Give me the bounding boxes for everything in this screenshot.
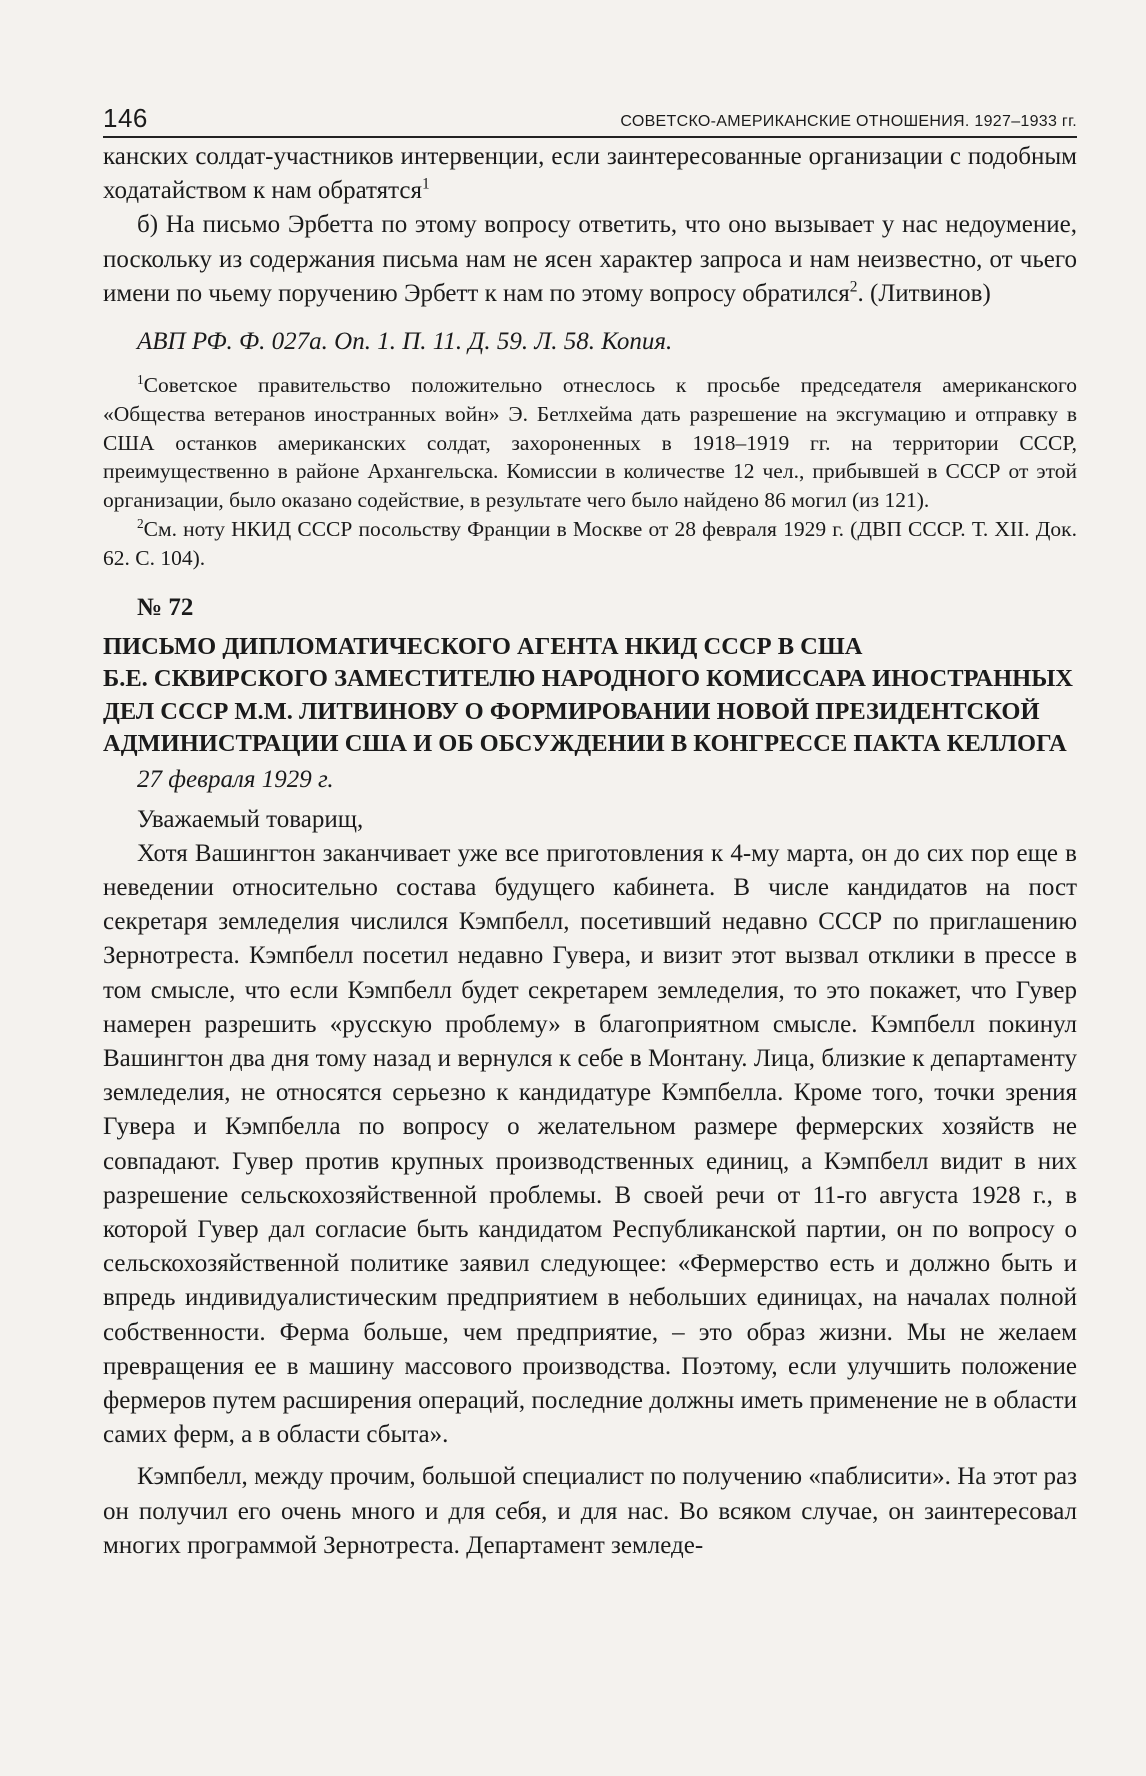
running-title: СОВЕТСКО-АМЕРИКАНСКИЕ ОТНОШЕНИЯ. 1927–1933 гг.	[620, 113, 1077, 130]
continuation-paragraph: канских солдат-участников интервенции, если заинтересованные организации с подобным ходатайством к нам обратятся$^1$	[103, 143, 1077, 205]
title-line: ПИСЬМО ДИПЛОМАТИЧЕСКОГО АГЕНТА НКИД СССР В США	[103, 632, 863, 660]
archive-reference: АВП РФ. Ф. 027а. Оп. 1. П. 11. Д. 59. Л. 58. Копия.	[137, 328, 673, 356]
title-line: ДЕЛ СССР М.М. ЛИТВИНОВУ О ФОРМИРОВАНИИ НОВОЙ ПРЕЗИДЕНТСКОЙ	[103, 697, 1040, 725]
letter-paragraph-1: Хотя Вашингтон заканчивает уже все приготовления к 4-му марта, он до сих пор еще в неведении относительно состава будущего кабинета. В числе кандидатов на пост секретаря земледелия числился Кэмпбелл, посетивший недавно СССР по приглашению Зернотреста. Кэмпбелл посетил недавно Гувера, и визит этот вызвал отклики в прессе в том смысле, что если Кэмпбелл будет секретарем земледелия, то это покажет, что Гувер намерен разрешить «русскую проблему» в благоприятном смысле. Кэмпбелл покинул Вашингтон два дня тому назад и вернулся к себе в Монтану. Лица, близкие к департаменту земледелия, не относятся серьезно к кандидатуре Кэмпбелла. Кроме того, точки зрения Гувера и Кэмпбелла по вопросу о желательном размере фермерских хозяйств не совпадают. Гувер против крупных производственных единиц, а Кэмпбелл видит в них разрешение сельскохозяйственной проблемы. В своей речи от 11-го августа 1928 г., в которой Гувер дал согласие быть кандидатом Республиканской партии, он по вопросу о сельскохозяйственной политике заявил следующее: «Фермерство есть и должно быть и впредь индивидуалистическим предприятием в небольших единицах, на началах полной собственности. Ферма больше, чем предприятие, – это образ жизни. Мы не желаем превращения ее в машину массового производства. Поэтому, если улучшить положение фермеров путем расширения операций, последние должны иметь применение не в области самих ферм, а в области сбыта».	[103, 839, 1077, 1449]
footnotes	[103, 371, 1077, 573]
document-title	[103, 631, 1077, 761]
title-line: АДМИНИСТРАЦИИ США И ОБ ОБСУЖДЕНИИ В КОНГРЕССЕ ПАКТА КЕЛЛОГА	[103, 730, 1067, 758]
document-number: № 72	[137, 593, 194, 621]
salutation: Уважаемый товарищ,	[137, 805, 364, 833]
footnote-1: $^1$Советское правительство положительно отнеслось к просьбе председателя американского «Общества ветеранов иностранных войн» Э. Бетлхейма дать разрешение на эксгумацию и отправку в США останков американских солдат, захороненных в 1918–1919 гг. на территории СССР, преимущественно в районе Архангельска. Комиссии в количестве 12 чел., прибывшей в СССР от этой организации, было оказано содействие, в результате чего было найдено 86 могил (из 121).	[103, 371, 1077, 513]
letter-body	[103, 837, 1077, 1563]
footnote-2: $^2$См. ноту НКИД СССР посольству Франции в Москве от 28 февраля 1929 г. (ДВП СССР. Т. XII. Док. 62. С. 104).	[103, 515, 1077, 570]
document-date: 27 февраля 1929 г.	[137, 765, 334, 793]
page-header	[103, 100, 1077, 138]
title-line: Б.Е. СКВИРСКОГО ЗАМЕСТИТЕЛЮ НАРОДНОГО КОМИССАРА ИНОСТРАННЫХ	[103, 665, 1073, 693]
page-number: 146	[103, 103, 148, 133]
top-text	[103, 140, 1077, 311]
letter-paragraph-2: Кэмпбелл, между прочим, большой специалист по получению «паблисити». На этот раз он получил его очень много и для себя, и для нас. Во всяком случае, он заинтересовал многих программой Зернотреста. Департамент земледе-	[103, 1463, 1077, 1559]
footnote-ref-2: 2	[849, 278, 858, 296]
item-b-paragraph: б) На письмо Эрбетта по этому вопросу ответить, что оно вызывает у нас недоумение, поскольку из содержания письма нам не ясен характер запроса и нам неизвестно, от чьего имени по чьему поручению Эрбетт к нам по этому вопросу обратился$^2$. (Литвинов)	[103, 211, 1077, 307]
document-page	[103, 100, 1077, 1563]
footnote-ref-1: 1	[421, 175, 430, 193]
